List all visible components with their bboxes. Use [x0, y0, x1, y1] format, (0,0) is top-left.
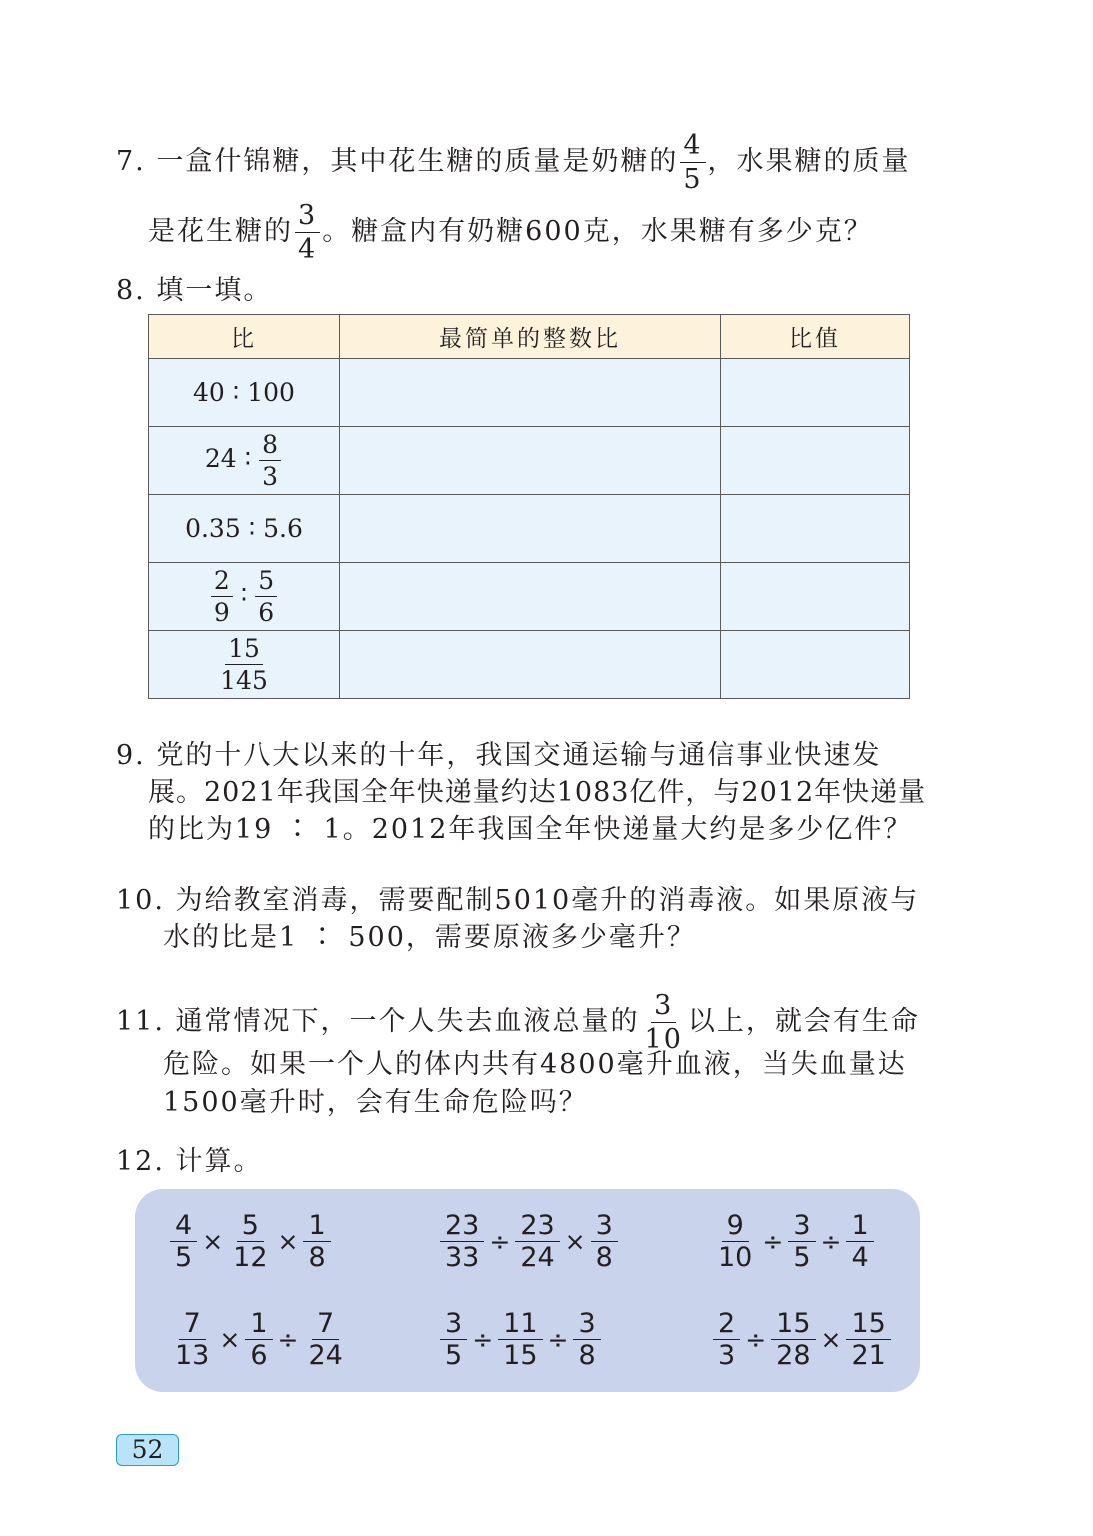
q11-line2: 危险。如果一个人的体内共有4800毫升血液，当失血量达: [163, 1049, 907, 1080]
table-row: [149, 359, 910, 427]
table-row: [149, 563, 910, 631]
q7-text-c: 是花生糖的: [148, 216, 293, 247]
q7-text-d: 。糖盒内有奶糖600克，水果糖有多少克？: [322, 216, 873, 247]
q10-line1: 10. 为给教室消毒，需要配制5010毫升的消毒液。如果原液与: [116, 885, 920, 916]
header-ratio: 比: [149, 315, 340, 359]
table-row: [149, 427, 910, 495]
q7-text-b: ，水果糖的质量: [707, 146, 911, 177]
table-row: [149, 495, 910, 563]
calc-expression-1: $\frac{4}{5}$ × $\frac{5}{12}$ × $\frac{1}{8}$: [167, 1212, 334, 1271]
table-row: [149, 631, 910, 699]
ratio-cell: 0.35 ∶ 5.6: [149, 495, 340, 563]
answer-cell-simplest[interactable]: [340, 631, 721, 699]
page-number: 52: [116, 1434, 179, 1466]
q12-title: 12. 计算。: [116, 1146, 263, 1177]
answer-cell-value[interactable]: [721, 631, 910, 699]
q10-line2: 水的比是1 ∶ 500，需要原液多少毫升？: [163, 922, 696, 953]
q7-line1: [116, 132, 911, 193]
q8-title: 8. 填一填。: [116, 275, 273, 306]
q9-line1: 9. 党的十八大以来的十年，我国交通运输与通信事业快速发: [116, 740, 882, 771]
answer-cell-value[interactable]: [721, 427, 910, 495]
ratio-cell: $\frac{2}{9}$ ∶ $\frac{5}{6}$: [149, 563, 340, 631]
answer-cell-simplest[interactable]: [340, 495, 721, 563]
calc-expression-2: $\frac{23}{33}$ ÷ $\frac{23}{24}$ × $\frac{3}{8}$: [437, 1212, 621, 1271]
header-ratio-value: 比值: [721, 315, 910, 359]
answer-cell-value[interactable]: [721, 563, 910, 631]
q7-text-a: 7. 一盒什锦糖，其中花生糖的质量是奶糖的: [116, 146, 679, 177]
q11-line1: [116, 992, 920, 1053]
calc-expression-4: $\frac{7}{13}$ × $\frac{1}{6}$ ÷ $\frac{7}{24}$: [175, 1308, 343, 1371]
q11-fraction-3-10: $\frac{3}{10}$: [644, 990, 683, 1055]
q11-text-b: 以上，就会有生命: [687, 1006, 920, 1037]
answer-cell-value[interactable]: [721, 495, 910, 563]
answer-cell-value[interactable]: [721, 359, 910, 427]
answer-cell-simplest[interactable]: [340, 427, 721, 495]
calc-expression-3: $\frac{9}{10}$ ÷ $\frac{3}{5}$ ÷ $\frac{1}{4}$: [710, 1212, 877, 1271]
answer-cell-simplest[interactable]: [340, 563, 721, 631]
q9-line2: 展。2021年我国全年快递量约达1083亿件，与2012年快递量: [148, 777, 927, 808]
answer-cell-simplest[interactable]: [340, 359, 721, 427]
q11-text-a: 11. 通常情况下，一个人失去血液总量的: [116, 1006, 640, 1037]
table-header-row: [149, 315, 910, 359]
calc-expression-6: $\frac{2}{3}$ ÷ $\frac{15}{28}$ × $\frac{15}{21}$: [710, 1310, 894, 1369]
q7-fraction-4-5: $\frac{4}{5}$: [680, 132, 705, 193]
ratio-cell: 24 ∶ $\frac{8}{3}$: [149, 427, 340, 495]
calc-expression-5: $\frac{3}{5}$ ÷ $\frac{11}{15}$ ÷ $\frac{3}{8}$: [437, 1310, 604, 1369]
ratio-cell: 40 ∶ 100: [149, 359, 340, 427]
q7-fraction-3-4: $\frac{3}{4}$: [295, 202, 320, 263]
q11-line3: 1500毫升时，会有生命危险吗？: [163, 1087, 588, 1118]
q9-line3: 的比为19 ∶ 1。2012年我国全年快递量大约是多少亿件？: [148, 814, 913, 845]
q7-line2: [148, 202, 873, 263]
header-simplest-ratio: 最简单的整数比: [340, 315, 721, 359]
ratio-cell: $\frac{15}{145}$: [149, 631, 340, 699]
ratio-table: [148, 314, 910, 699]
